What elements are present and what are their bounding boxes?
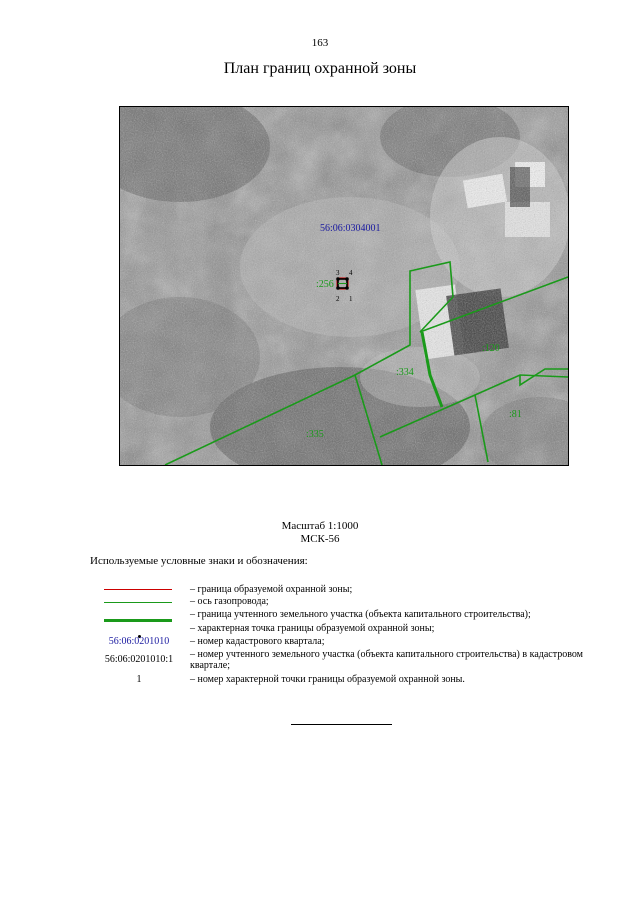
gas-axis-symbol xyxy=(104,602,172,603)
point-label-1: 1 xyxy=(349,295,353,303)
zone-boundary-symbol xyxy=(104,589,172,590)
point-label-2: 2 xyxy=(336,295,340,303)
page-number: 163 xyxy=(311,37,329,49)
map-image xyxy=(120,107,568,465)
parcel-boundary-symbol xyxy=(104,619,172,622)
point-label-3: 3 xyxy=(336,269,340,277)
parcel-number-symbol: 56:06:0201010:1 xyxy=(104,654,174,665)
crs-text: МСК-56 xyxy=(300,533,340,545)
point-number-symbol: 1 xyxy=(136,674,142,685)
quarter-label: 56:06:0304001 xyxy=(320,223,381,234)
quarter-number-symbol: 56:06:0201010 xyxy=(108,636,170,647)
point-label-4: 4 xyxy=(349,269,353,277)
map-frame xyxy=(119,106,569,466)
parcel-label-334: :334 xyxy=(396,367,414,378)
page-title: План границ охранной зоны xyxy=(223,60,417,77)
parcel-label-335: :335 xyxy=(306,429,324,440)
scale-block xyxy=(0,520,640,546)
footer-rule xyxy=(291,724,392,725)
parcel-label-256: :256 xyxy=(316,279,334,290)
protection-zone xyxy=(336,277,349,290)
legend-title: Используемые условные знаки и обозначения: xyxy=(90,555,308,567)
scale-text: Масштаб 1:1000 xyxy=(281,520,359,532)
parcel-label-81: :81 xyxy=(509,409,522,420)
parcel-label-120: :120 xyxy=(482,343,500,354)
